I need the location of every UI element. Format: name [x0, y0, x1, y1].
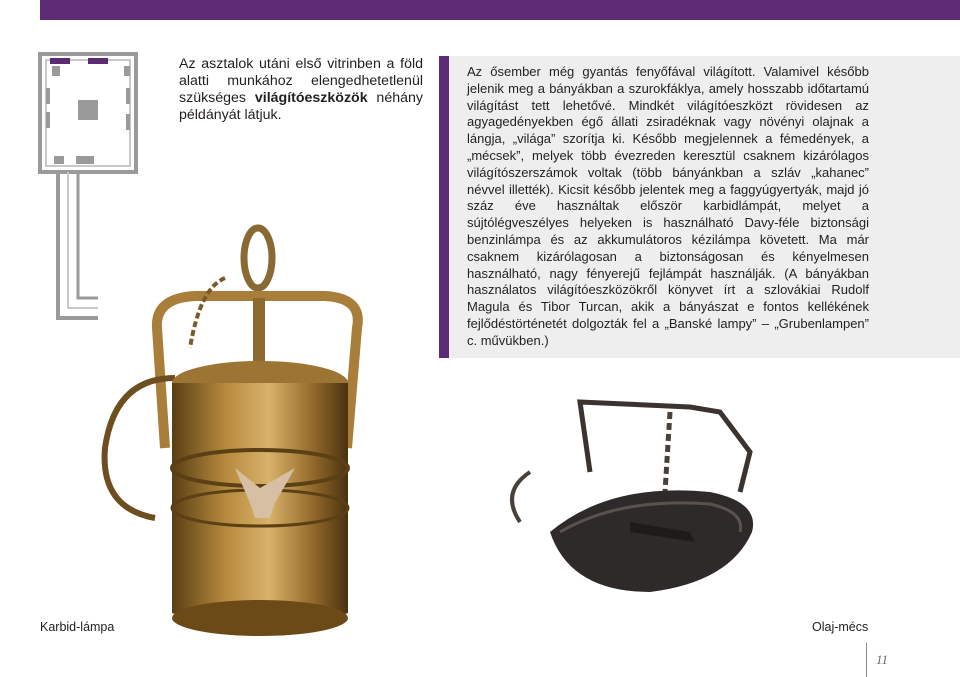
intro-text-end: néhány példányát látjuk. [179, 90, 423, 123]
history-paragraph: Az ősember még gyantás fenyőfával világított. Valamivel később jelenik meg a bányákban a szurokfáklya, amely hosszabb időtartamú világítást tett lehetővé. Mindkét világítóeszközt rövidesen az agyagedényekben égő állati zsiradéknak vagy növényi olajnak a lángja, „világa” szorítja ki. Később megjelennek a fémedények, a „mécsek”, melyek több évezreden keresztül csaknem kizárólagos világítószerszámok voltak (több bányánkban a szláv „kahanec” névvel illették). Kicsit később jelentek meg a faggyúgyertyák, majd jó száz éve használtak először karbidlámpát, melyet a sújtólégveszélyes helyeken is használható Davy-féle biztonsági benzinlámpa és az akkumulátoros kézilámpa követett. Ma már csaknem kizárólagosan a biztonságosan és kényelmesen használható, nagy fényerejű fejlámpát használják. (A bányákban használatos világítóeszközökről könyvet írt a szlovákiai Rudolf Magula és Tibor Turcan, akik a bányászat e fontos kellékének fejlődéstörténetét dolgozták fel a „Banské lampy” – „Grubenlampen” c. művükben.) [467, 64, 869, 348]
page-number-rule [866, 643, 867, 677]
page-number: 11 [876, 652, 889, 667]
intro-text: Az asztalok utáni első vitrinben a föld alatti munkához elengedhetetlenül szükséges [179, 56, 423, 106]
intro-highlight: világítóeszközök [254, 90, 368, 106]
caption-oil-lamp: Olaj-mécs [812, 620, 869, 634]
text-box-accent [439, 56, 449, 358]
caption-carbide-lamp: Karbid-lámpa [40, 620, 115, 634]
intro-paragraph [179, 56, 423, 124]
oil-lamp-photo [490, 382, 780, 612]
carbide-lamp-photo [95, 218, 395, 638]
header-bar [40, 0, 960, 20]
